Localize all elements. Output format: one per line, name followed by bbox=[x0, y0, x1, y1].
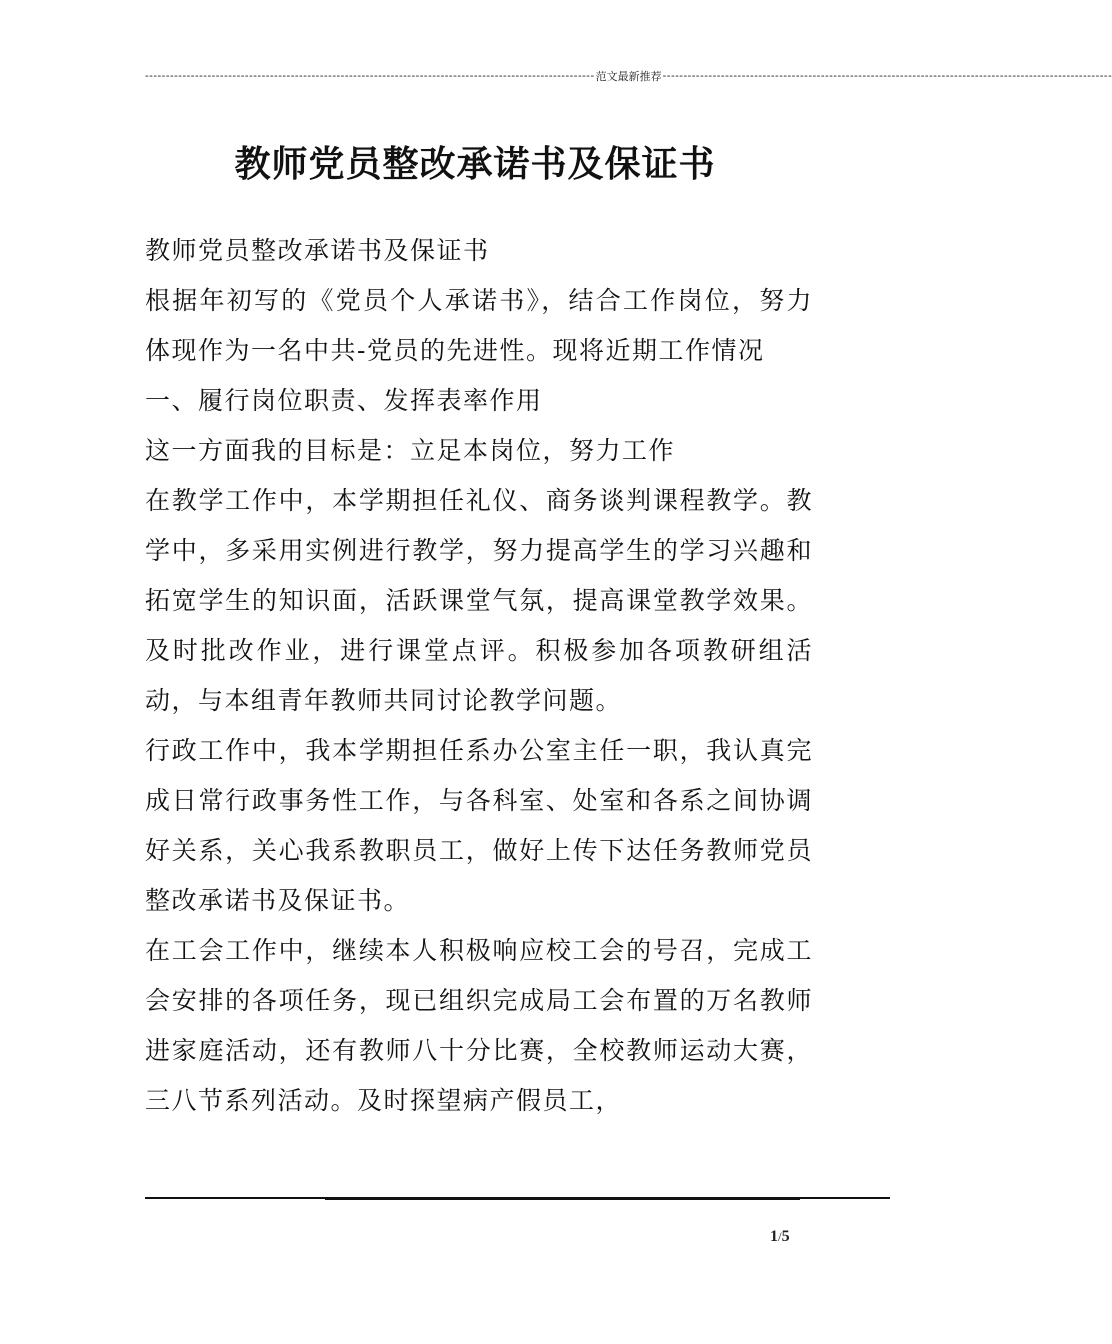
page-number bbox=[770, 1228, 790, 1246]
header-dashes-left: ------------------------------------------------------------------------------------------------------------ bbox=[145, 70, 595, 82]
body-paragraph-subtitle: 教师党员整改承诺书及保证书 bbox=[145, 236, 490, 265]
header-dashes-right: ------------------------------------------------------------------------------------------------------------ bbox=[662, 70, 1112, 82]
document-title: 教师党员整改承诺书及保证书 bbox=[234, 143, 716, 185]
body-paragraph-teaching: 在教学工作中，本学期担任礼仪、商务谈判课程教学。教学中，多采用实例进行教学，努力提高学生的学习兴趣和拓宽学生的知识面，活跃课堂气氛，提高课堂教学效果。及时批改作业，进行课堂点评。积极参加各项教研组活动，与本组青年教师共同讨论教学问题。 bbox=[145, 486, 813, 715]
body-paragraph-admin: 行政工作中，我本学期担任系办公室主任一职，我认真完成日常行政事务性工作，与各科室、处室和各系之间协调好关系，关心我系教职员工，做好上传下达任务教师党员整改承诺书及保证书。 bbox=[145, 736, 813, 915]
document-body bbox=[145, 226, 813, 1126]
body-paragraph-goal: 这一方面我的目标是：立足本岗位，努力工作 bbox=[145, 436, 676, 465]
footer-rule bbox=[145, 1197, 890, 1199]
body-paragraph-intro: 根据年初写的《党员个人承诺书》，结合工作岗位，努力体现作为一名中共-党员的先进性。现将近期工作情况 bbox=[145, 286, 813, 365]
body-section-heading: 一、履行岗位职责、发挥表率作用 bbox=[145, 386, 543, 415]
header-label: 范文最新推荐 bbox=[595, 71, 662, 83]
body-paragraph-union: 在工会工作中，继续本人积极响应校工会的号召，完成工会安排的各项任务，现已组织完成局工会布置的万名教师进家庭活动，还有教师八十分比赛，全校教师运动大赛，三八节系列活动。及时探望病产假员工， bbox=[145, 936, 813, 1115]
header-banner bbox=[145, 68, 1112, 84]
page-separator: / bbox=[778, 1229, 782, 1244]
page-current: 1 bbox=[770, 1228, 778, 1245]
page-total: 5 bbox=[781, 1228, 790, 1245]
